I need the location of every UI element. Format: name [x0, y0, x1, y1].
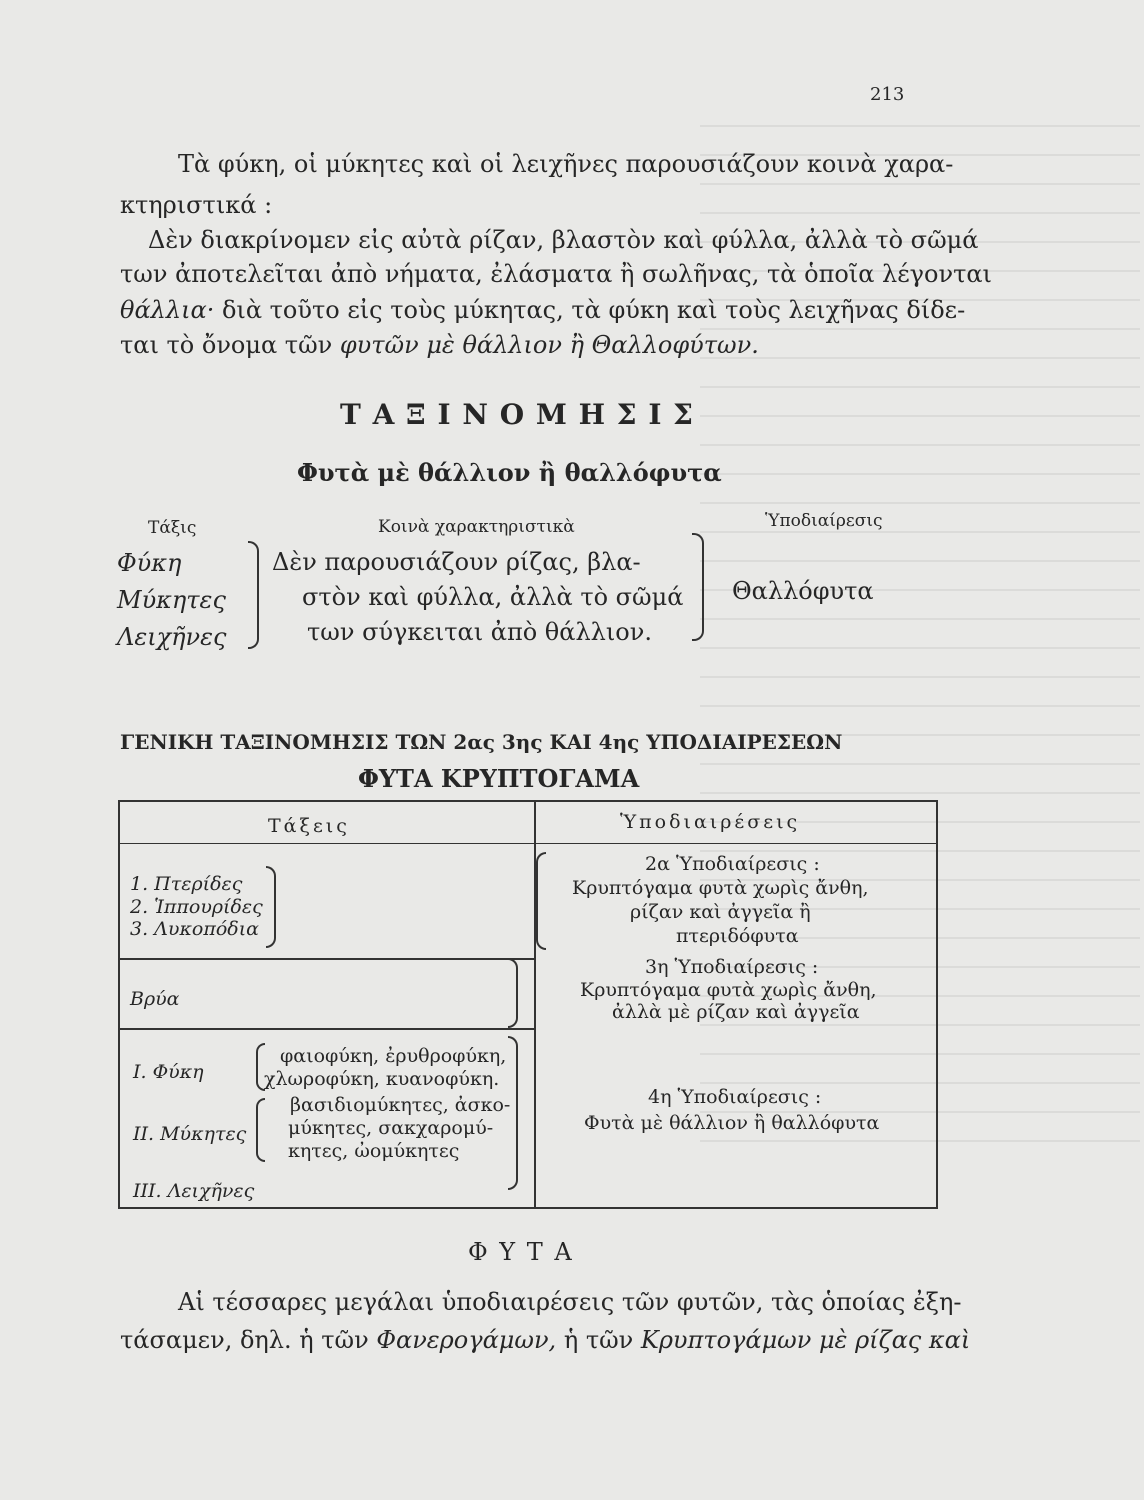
class-iii-leichines: ΙΙΙ. Λειχῆνες: [133, 1180, 255, 1202]
brace-features: [692, 533, 704, 641]
subdivision-2a-title: 2α Ὑποδιαίρεσις :: [645, 853, 820, 875]
intro-line-6: [120, 333, 759, 357]
intro-line-5: [120, 298, 965, 322]
intro-line-3: Δὲν διακρίνομεν εἰς αὐτὰ ρίζαν, βλαστὸν καὶ φύλλα, ἀλλὰ τὸ σῶμά: [148, 226, 979, 254]
subdivision-thallophyta: Θαλλόφυτα: [732, 577, 874, 605]
class-i-fyki: Ι. Φύκη: [133, 1061, 204, 1083]
mykites-types-1: βασιδιομύκητες, ἀσκο-: [290, 1094, 511, 1116]
feature-line-1: Δὲν παρουσιάζουν ρίζας, βλα-: [272, 548, 641, 576]
class-pterides: 1. Πτερίδες: [130, 873, 243, 895]
intro-line-6-start: ται τὸ ὄνομα τῶν: [120, 331, 340, 359]
intro-line-1: Τὰ φύκη, οἱ μύκητες καὶ οἱ λειχῆνες παρουσιάζουν κοινὰ χαρα-: [178, 150, 954, 178]
page-number: 213: [870, 84, 905, 105]
brace-group-1: [266, 866, 276, 948]
brace-mykites: [256, 1098, 265, 1162]
closing-line-2: [120, 1328, 970, 1352]
cryptogam-heading: ΦΥΤΑ ΚΡΥΠΤΟΓΑΜΑ: [358, 764, 640, 793]
subdivision-3-line-1: Κρυπτόγαμα φυτὰ χωρὶς ἄνθη,: [580, 979, 877, 1001]
header-class: Τάξις: [148, 518, 197, 538]
subdivision-3-title: 3η Ὑποδιαίρεσις :: [645, 956, 819, 978]
brace-sub-1: [536, 852, 546, 950]
col-header-classes: Τάξεις: [268, 815, 350, 837]
brace-group-2: [508, 958, 518, 1028]
class-ippourides: 2. Ἱππουρίδες: [130, 896, 263, 918]
subdivision-4-title: 4η Ὑποδιαίρεσις :: [648, 1086, 822, 1108]
term-thallia: θάλλια·: [120, 296, 215, 324]
fyki-types-1: φαιοφύκη, ἐρυθροφύκη,: [280, 1045, 507, 1067]
mykites-types-2: μύκητες, σακχαρομύ-: [288, 1117, 494, 1139]
feature-line-2: στὸν καὶ φύλλα, ἀλλὰ τὸ σῶμά: [302, 583, 684, 611]
section-subtitle: Φυτὰ μὲ θάλλιον ἢ θαλλόφυτα: [297, 458, 722, 487]
subdivision-2a-line-2: ρίζαν καὶ ἀγγεῖα ἢ: [630, 901, 811, 923]
header-subdivision: Ὑποδιαίρεσις: [765, 511, 883, 531]
brace-group-3: [508, 1036, 518, 1190]
intro-line-5-rest: διὰ τοῦτο εἰς τοὺς μύκητας, τὰ φύκη καὶ τοὺς λειχῆνας δίδε-: [214, 296, 966, 324]
class-vrya: Βρύα: [130, 988, 180, 1010]
feature-line-3: των σύγκειται ἀπὸ θάλλιον.: [307, 618, 652, 646]
subdivision-2a-line-1: Κρυπτόγαμα φυτὰ χωρὶς ἄνθη,: [572, 877, 869, 899]
closing-line-1: Αἱ τέσσαρες μεγάλαι ὑποδιαιρέσεις τῶν φυτῶν, τὰς ὁποίας ἐξη-: [178, 1288, 962, 1316]
col-header-subdivisions: Ὑποδιαιρέσεις: [620, 811, 801, 833]
section-title-fyta: Φ Υ Τ Α: [468, 1238, 574, 1266]
header-features: Κοινὰ χαρακτηριστικὰ: [378, 517, 575, 537]
section-title-taxinomisis: Τ Α Ξ Ι Ν Ο Μ Η Σ Ι Σ: [340, 398, 694, 431]
fyki-types-2: χλωροφύκη, κυανοφύκη.: [264, 1068, 500, 1090]
brace-classes: [248, 541, 259, 649]
class-lykopodia: 3. Λυκοπόδια: [130, 918, 259, 940]
term-fanerogama: Φανερογάμων,: [376, 1326, 557, 1354]
subdivision-4-line-1: Φυτὰ μὲ θάλλιον ἢ θαλλόφυτα: [584, 1112, 880, 1134]
mykites-types-3: κητες, ὠομύκητες: [288, 1140, 460, 1162]
term-kryptogama: Κρυπτογάμων μὲ ρίζας καὶ: [640, 1326, 971, 1354]
subdivision-2a-line-3: πτεριδόφυτα: [676, 925, 799, 947]
class-ii-mykites: ΙΙ. Μύκητες: [133, 1123, 247, 1145]
class-leichines: Λειχῆνες: [117, 623, 227, 651]
intro-line-2: κτηριστικά :: [120, 191, 273, 219]
term-thallophyta: φυτῶν μὲ θάλλιον ἢ Θαλλοφύτων.: [339, 331, 759, 359]
intro-line-4: των ἀποτελεῖται ἀπὸ νήματα, ἐλάσματα ἢ σωλῆνας, τὰ ὁποῖα λέγονται: [120, 260, 992, 288]
general-classification-heading: ΓΕΝΙΚΗ ΤΑΞΙΝΟΜΗΣΙΣ ΤΩΝ 2ας 3ης ΚΑΙ 4ης ΥΠΟΔΙΑΙΡΕΣΕΩΝ: [120, 730, 843, 754]
subdivision-3-line-2: ἀλλὰ μὲ ρίζαν καὶ ἀγγεῖα: [612, 1001, 860, 1023]
closing-line-2-start: τάσαμεν, δηλ. ἡ τῶν: [120, 1326, 377, 1354]
class-mykites: Μύκητες: [117, 586, 226, 614]
closing-line-2-mid: ἡ τῶν: [556, 1326, 641, 1354]
class-fyki: Φύκη: [117, 549, 182, 577]
